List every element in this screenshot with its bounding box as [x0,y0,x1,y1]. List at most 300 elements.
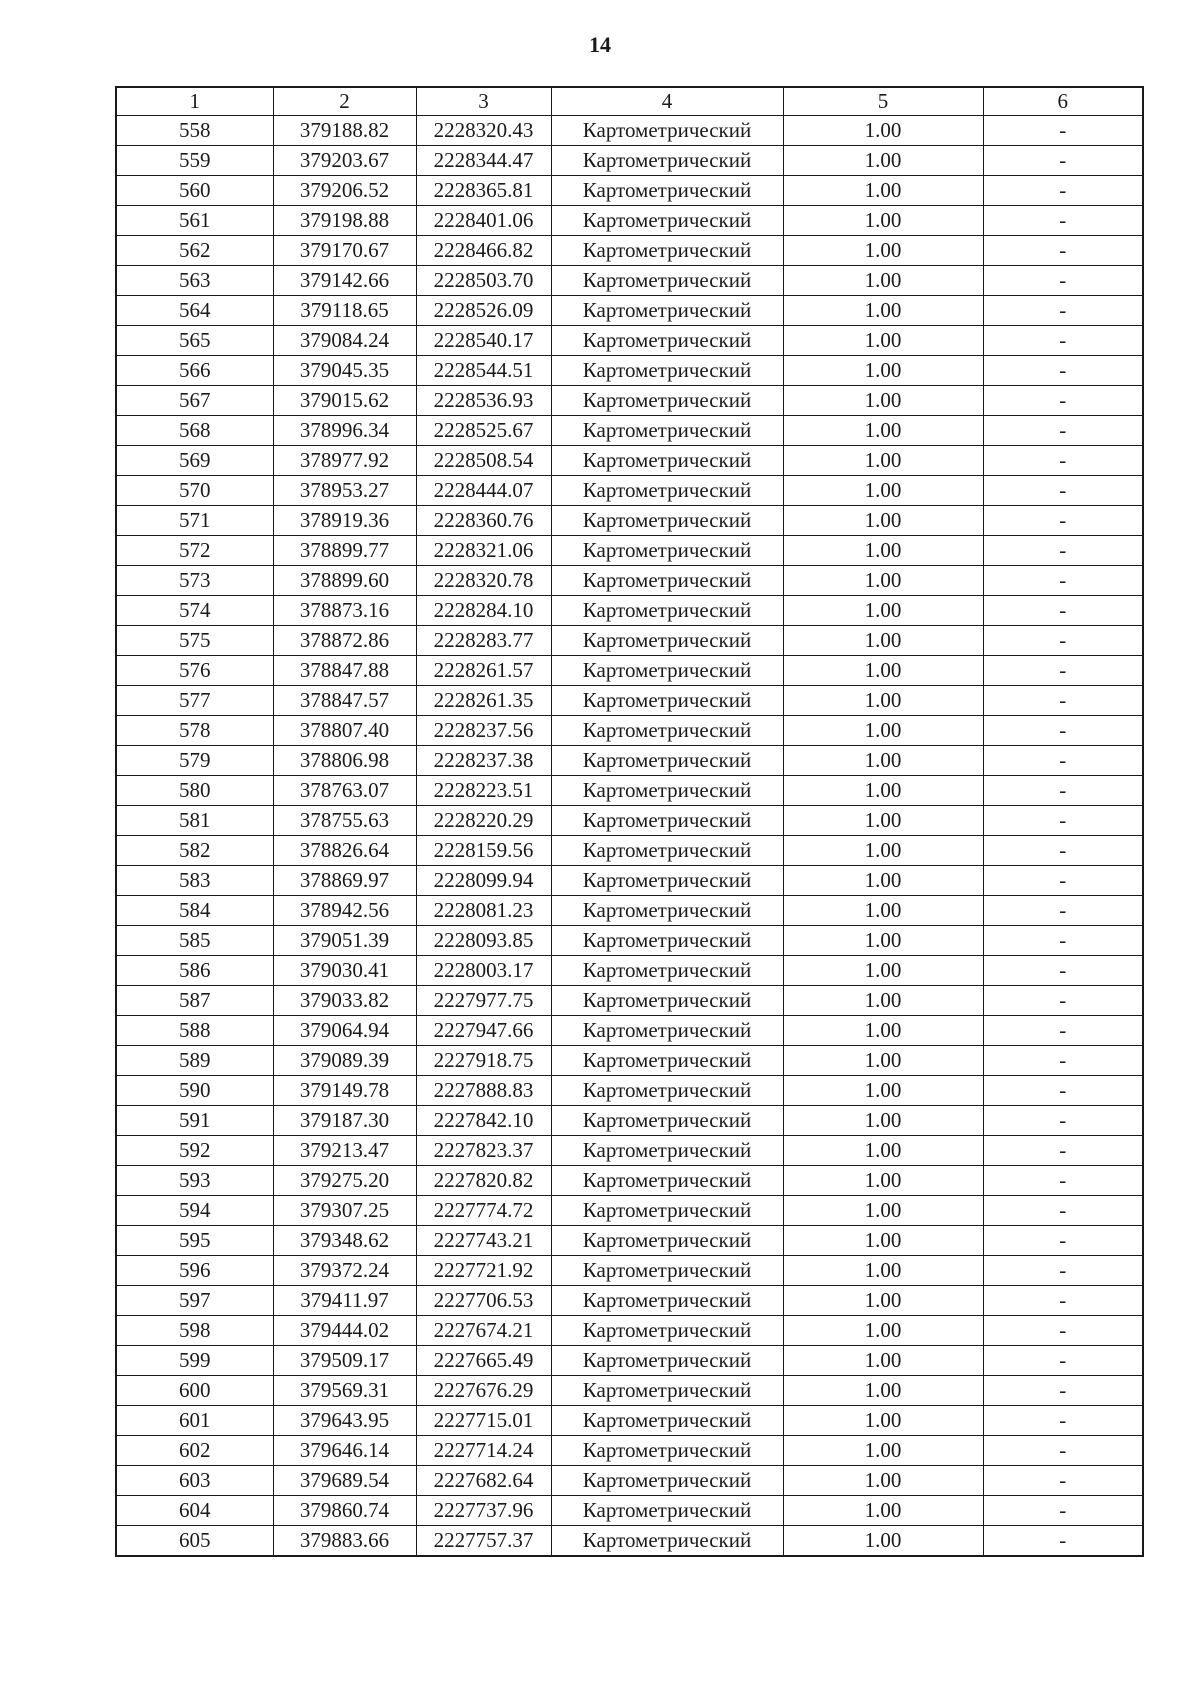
column-header-6: 6 [983,87,1143,116]
table-cell-col-2: 379643.95 [273,1406,416,1436]
table-cell-col-6: - [983,1466,1143,1496]
table-cell-col-6: - [983,626,1143,656]
table-row [116,1256,1143,1286]
table-row [116,716,1143,746]
table-cell-col-6: - [983,386,1143,416]
table-cell-col-5: 1.00 [783,1436,983,1466]
table-row [116,1436,1143,1466]
table-cell-col-4: Картометрический [551,1526,783,1557]
table-cell-col-5: 1.00 [783,1376,983,1406]
table-cell-col-3: 2228237.56 [416,716,551,746]
table-cell-col-5: 1.00 [783,596,983,626]
table-cell-col-2: 379372.24 [273,1256,416,1286]
table-cell-col-2: 379509.17 [273,1346,416,1376]
table-cell-col-4: Картометрический [551,1166,783,1196]
table-cell-col-4: Картометрический [551,1076,783,1106]
table-row [116,1136,1143,1166]
table-cell-col-5: 1.00 [783,116,983,146]
table-cell-col-3: 2228344.47 [416,146,551,176]
table-cell-col-6: - [983,566,1143,596]
table-cell-col-5: 1.00 [783,566,983,596]
table-cell-col-3: 2228508.54 [416,446,551,476]
table-cell-col-3: 2228093.85 [416,926,551,956]
table-cell-col-6: - [983,716,1143,746]
table-cell-col-2: 379064.94 [273,1016,416,1046]
table-cell-col-2: 379203.67 [273,146,416,176]
table-cell-col-3: 2228526.09 [416,296,551,326]
table-cell-col-5: 1.00 [783,836,983,866]
table-row [116,896,1143,926]
table-cell-col-4: Картометрический [551,806,783,836]
table-cell-col-4: Картометрический [551,776,783,806]
table-cell-col-2: 379149.78 [273,1076,416,1106]
table-cell-col-6: - [983,446,1143,476]
table-cell-col-4: Картометрический [551,1286,783,1316]
table-row [116,1166,1143,1196]
table-row [116,476,1143,506]
table-cell-col-5: 1.00 [783,236,983,266]
table-row [116,236,1143,266]
column-header-1: 1 [116,87,273,116]
table-cell-col-5: 1.00 [783,296,983,326]
table-cell-col-6: - [983,1076,1143,1106]
table-cell-col-1: 574 [116,596,273,626]
table-cell-col-1: 563 [116,266,273,296]
table-cell-col-1: 577 [116,686,273,716]
table-cell-col-2: 378869.97 [273,866,416,896]
table-cell-col-6: - [983,1316,1143,1346]
table-cell-col-2: 379051.39 [273,926,416,956]
table-cell-col-1: 585 [116,926,273,956]
table-cell-col-4: Картометрический [551,1316,783,1346]
table-cell-col-1: 604 [116,1496,273,1526]
table-cell-col-1: 567 [116,386,273,416]
table-cell-col-5: 1.00 [783,1166,983,1196]
table-row [116,1046,1143,1076]
table-cell-col-3: 2227674.21 [416,1316,551,1346]
table-cell-col-5: 1.00 [783,626,983,656]
table-cell-col-6: - [983,896,1143,926]
table-cell-col-3: 2228503.70 [416,266,551,296]
table-cell-col-4: Картометрический [551,416,783,446]
table-row [116,1466,1143,1496]
table-cell-col-5: 1.00 [783,866,983,896]
table-cell-col-5: 1.00 [783,956,983,986]
table-cell-col-5: 1.00 [783,1226,983,1256]
table-cell-col-4: Картометрический [551,116,783,146]
table-cell-col-1: 572 [116,536,273,566]
table-cell-col-1: 560 [116,176,273,206]
table-cell-col-2: 379411.97 [273,1286,416,1316]
table-cell-col-4: Картометрический [551,296,783,326]
table-cell-col-5: 1.00 [783,716,983,746]
table-cell-col-1: 588 [116,1016,273,1046]
table-row [116,116,1143,146]
column-header-5: 5 [783,87,983,116]
table-cell-col-6: - [983,866,1143,896]
table-cell-col-2: 378899.77 [273,536,416,566]
table-cell-col-1: 600 [116,1376,273,1406]
table-cell-col-2: 379033.82 [273,986,416,1016]
table-cell-col-1: 603 [116,1466,273,1496]
table-cell-col-6: - [983,656,1143,686]
table-row [116,566,1143,596]
table-cell-col-2: 379089.39 [273,1046,416,1076]
table-cell-col-2: 379689.54 [273,1466,416,1496]
table-cell-col-2: 379142.66 [273,266,416,296]
table-cell-col-3: 2227977.75 [416,986,551,1016]
table-cell-col-5: 1.00 [783,896,983,926]
table-cell-col-3: 2228466.82 [416,236,551,266]
table-cell-col-4: Картометрический [551,716,783,746]
table-cell-col-6: - [983,1406,1143,1436]
table-cell-col-1: 583 [116,866,273,896]
table-cell-col-4: Картометрический [551,386,783,416]
table-row [116,176,1143,206]
table-cell-col-1: 571 [116,506,273,536]
table-row [116,296,1143,326]
table-cell-col-2: 378919.36 [273,506,416,536]
table-cell-col-4: Картометрический [551,1466,783,1496]
table-cell-col-6: - [983,416,1143,446]
table-cell-col-3: 2228544.51 [416,356,551,386]
table-cell-col-2: 378755.63 [273,806,416,836]
table-cell-col-6: - [983,1196,1143,1226]
table-cell-col-3: 2228099.94 [416,866,551,896]
table-cell-col-3: 2228003.17 [416,956,551,986]
table-cell-col-6: - [983,206,1143,236]
table-cell-col-1: 562 [116,236,273,266]
table-cell-col-6: - [983,1436,1143,1466]
table-cell-col-4: Картометрический [551,446,783,476]
table-cell-col-6: - [983,1526,1143,1557]
table-cell-col-3: 2228081.23 [416,896,551,926]
table-cell-col-5: 1.00 [783,266,983,296]
table-row [116,866,1143,896]
table-cell-col-1: 596 [116,1256,273,1286]
table-cell-col-6: - [983,1496,1143,1526]
table-row [116,1016,1143,1046]
table-cell-col-1: 587 [116,986,273,1016]
table-row [116,986,1143,1016]
table-cell-col-3: 2228261.35 [416,686,551,716]
table-row [116,956,1143,986]
table-cell-col-6: - [983,1106,1143,1136]
table-cell-col-2: 379275.20 [273,1166,416,1196]
table-cell-col-2: 379307.25 [273,1196,416,1226]
table-cell-col-2: 379213.47 [273,1136,416,1166]
table-cell-col-3: 2227676.29 [416,1376,551,1406]
table-cell-col-3: 2228220.29 [416,806,551,836]
table-cell-col-5: 1.00 [783,146,983,176]
table-row [116,806,1143,836]
table-cell-col-4: Картометрический [551,596,783,626]
table-cell-col-4: Картометрический [551,1226,783,1256]
table-row [116,266,1143,296]
table-cell-col-3: 2227715.01 [416,1406,551,1436]
table-cell-col-5: 1.00 [783,656,983,686]
column-header-3: 3 [416,87,551,116]
table-cell-col-5: 1.00 [783,416,983,446]
table-cell-col-4: Картометрический [551,1376,783,1406]
table-cell-col-6: - [983,506,1143,536]
table-cell-col-1: 605 [116,1526,273,1557]
table-cell-col-6: - [983,686,1143,716]
table-cell-col-5: 1.00 [783,176,983,206]
table-cell-col-3: 2228360.76 [416,506,551,536]
table-cell-col-4: Картометрический [551,1106,783,1136]
table-cell-col-4: Картометрический [551,146,783,176]
table-cell-col-3: 2227842.10 [416,1106,551,1136]
table-cell-col-4: Картометрический [551,206,783,236]
table-cell-col-1: 566 [116,356,273,386]
table-row [116,326,1143,356]
table-cell-col-4: Картометрический [551,326,783,356]
table-cell-col-5: 1.00 [783,476,983,506]
table-cell-col-6: - [983,1046,1143,1076]
table-cell-col-1: 565 [116,326,273,356]
table-cell-col-5: 1.00 [783,1286,983,1316]
table-cell-col-1: 592 [116,1136,273,1166]
table-cell-col-2: 379187.30 [273,1106,416,1136]
table-cell-col-6: - [983,1166,1143,1196]
table-cell-col-4: Картометрический [551,566,783,596]
table-cell-col-1: 573 [116,566,273,596]
table-cell-col-2: 379206.52 [273,176,416,206]
table-cell-col-2: 379045.35 [273,356,416,386]
table-cell-col-3: 2227757.37 [416,1526,551,1557]
table-cell-col-3: 2227743.21 [416,1226,551,1256]
table-cell-col-2: 379444.02 [273,1316,416,1346]
table-cell-col-5: 1.00 [783,806,983,836]
table-cell-col-1: 575 [116,626,273,656]
table-cell-col-4: Картометрический [551,1046,783,1076]
table-cell-col-6: - [983,536,1143,566]
table-cell-col-1: 593 [116,1166,273,1196]
table-cell-col-6: - [983,806,1143,836]
table-cell-col-2: 378763.07 [273,776,416,806]
table-cell-col-1: 584 [116,896,273,926]
table-cell-col-4: Картометрический [551,896,783,926]
table-row [116,1316,1143,1346]
table-row [116,1076,1143,1106]
table-cell-col-4: Картометрический [551,1406,783,1436]
table-cell-col-5: 1.00 [783,686,983,716]
table-cell-col-2: 379084.24 [273,326,416,356]
table-cell-col-1: 579 [116,746,273,776]
table-cell-col-5: 1.00 [783,386,983,416]
table-row [116,446,1143,476]
table-cell-col-6: - [983,1286,1143,1316]
table-cell-col-3: 2227665.49 [416,1346,551,1376]
table-cell-col-2: 378847.88 [273,656,416,686]
table-cell-col-5: 1.00 [783,1046,983,1076]
table-cell-col-6: - [983,1136,1143,1166]
table-cell-col-2: 378953.27 [273,476,416,506]
table-cell-col-6: - [983,146,1143,176]
table-row [116,1526,1143,1557]
table-cell-col-5: 1.00 [783,1076,983,1106]
table-cell-col-4: Картометрический [551,656,783,686]
table-cell-col-6: - [983,1346,1143,1376]
table-cell-col-3: 2227682.64 [416,1466,551,1496]
table-cell-col-3: 2228525.67 [416,416,551,446]
table-cell-col-4: Картометрический [551,746,783,776]
table-cell-col-3: 2228284.10 [416,596,551,626]
table-cell-col-6: - [983,176,1143,206]
table-cell-col-1: 598 [116,1316,273,1346]
table-cell-col-5: 1.00 [783,776,983,806]
table-cell-col-1: 601 [116,1406,273,1436]
table-cell-col-2: 379860.74 [273,1496,416,1526]
table-cell-col-5: 1.00 [783,506,983,536]
column-header-2: 2 [273,87,416,116]
table-cell-col-1: 558 [116,116,273,146]
table-cell-col-2: 379015.62 [273,386,416,416]
table-cell-col-4: Картометрический [551,1256,783,1286]
table-cell-col-6: - [983,326,1143,356]
table-cell-col-1: 599 [116,1346,273,1376]
table-cell-col-4: Картометрический [551,1346,783,1376]
table-row [116,1376,1143,1406]
table-cell-col-2: 379569.31 [273,1376,416,1406]
table-cell-col-4: Картометрический [551,266,783,296]
table-cell-col-2: 378872.86 [273,626,416,656]
table-cell-col-2: 379170.67 [273,236,416,266]
table-cell-col-1: 559 [116,146,273,176]
table-cell-col-4: Картометрический [551,176,783,206]
table-cell-col-2: 379030.41 [273,956,416,986]
table-cell-col-6: - [983,266,1143,296]
table-cell-col-2: 378847.57 [273,686,416,716]
coordinates-table [115,86,1144,1557]
table-row [116,506,1143,536]
table-cell-col-2: 378899.60 [273,566,416,596]
table-cell-col-4: Картометрический [551,926,783,956]
table-row [116,1286,1143,1316]
table-cell-col-3: 2228283.77 [416,626,551,656]
table-cell-col-3: 2228536.93 [416,386,551,416]
table-cell-col-5: 1.00 [783,536,983,566]
table-cell-col-4: Картометрический [551,476,783,506]
table-cell-col-3: 2227774.72 [416,1196,551,1226]
table-cell-col-4: Картометрический [551,836,783,866]
table-cell-col-4: Картометрический [551,506,783,536]
table-row [116,1406,1143,1436]
table-cell-col-5: 1.00 [783,926,983,956]
table-cell-col-3: 2228444.07 [416,476,551,506]
table-cell-col-5: 1.00 [783,1466,983,1496]
table-cell-col-3: 2227721.92 [416,1256,551,1286]
table-row [116,1106,1143,1136]
table-cell-col-6: - [983,356,1143,386]
table-cell-col-5: 1.00 [783,206,983,236]
table-cell-col-1: 561 [116,206,273,236]
table-cell-col-2: 379198.88 [273,206,416,236]
table-row [116,626,1143,656]
table-cell-col-1: 602 [116,1436,273,1466]
table-cell-col-6: - [983,746,1143,776]
table-row [116,1496,1143,1526]
table-cell-col-3: 2227737.96 [416,1496,551,1526]
table-cell-col-4: Картометрический [551,1196,783,1226]
table-cell-col-2: 378996.34 [273,416,416,446]
table-row [116,1226,1143,1256]
table-cell-col-5: 1.00 [783,1406,983,1436]
table-cell-col-1: 594 [116,1196,273,1226]
table-cell-col-5: 1.00 [783,986,983,1016]
table-cell-col-4: Картометрический [551,626,783,656]
table-cell-col-2: 378807.40 [273,716,416,746]
table-row [116,776,1143,806]
table-cell-col-3: 2228320.78 [416,566,551,596]
table-row [116,536,1143,566]
table-row [116,746,1143,776]
table-cell-col-1: 597 [116,1286,273,1316]
table-cell-col-6: - [983,236,1143,266]
table-cell-col-6: - [983,1376,1143,1406]
table-cell-col-5: 1.00 [783,1016,983,1046]
table-row [116,386,1143,416]
table-cell-col-6: - [983,116,1143,146]
table-row [116,1346,1143,1376]
table-row [116,206,1143,236]
table-cell-col-6: - [983,986,1143,1016]
table-cell-col-3: 2228540.17 [416,326,551,356]
table-cell-col-2: 378826.64 [273,836,416,866]
table-cell-col-6: - [983,296,1143,326]
table-row [116,686,1143,716]
table-cell-col-3: 2228223.51 [416,776,551,806]
table-row [116,836,1143,866]
table-cell-col-4: Картометрический [551,866,783,896]
table-cell-col-5: 1.00 [783,446,983,476]
table-cell-col-1: 581 [116,806,273,836]
header-row [116,87,1143,116]
table-cell-col-2: 378873.16 [273,596,416,626]
table-cell-col-4: Картометрический [551,1136,783,1166]
table-cell-col-2: 379188.82 [273,116,416,146]
coordinates-table-container [115,86,1142,1557]
table-cell-col-4: Картометрический [551,1496,783,1526]
table-cell-col-6: - [983,1256,1143,1286]
table-cell-col-3: 2227823.37 [416,1136,551,1166]
column-header-4: 4 [551,87,783,116]
table-cell-col-4: Картометрический [551,236,783,266]
table-cell-col-5: 1.00 [783,1316,983,1346]
table-cell-col-5: 1.00 [783,1346,983,1376]
table-cell-col-3: 2228401.06 [416,206,551,236]
table-cell-col-4: Картометрический [551,956,783,986]
table-cell-col-6: - [983,596,1143,626]
table-cell-col-2: 379118.65 [273,296,416,326]
table-cell-col-4: Картометрический [551,686,783,716]
table-row [116,656,1143,686]
table-cell-col-1: 580 [116,776,273,806]
table-cell-col-6: - [983,776,1143,806]
table-cell-col-5: 1.00 [783,1526,983,1557]
table-cell-col-5: 1.00 [783,1256,983,1286]
table-cell-col-5: 1.00 [783,1136,983,1166]
table-cell-col-5: 1.00 [783,326,983,356]
table-cell-col-5: 1.00 [783,1496,983,1526]
table-cell-col-1: 582 [116,836,273,866]
table-cell-col-2: 378806.98 [273,746,416,776]
table-cell-col-3: 2227947.66 [416,1016,551,1046]
table-cell-col-5: 1.00 [783,356,983,386]
table-cell-col-1: 591 [116,1106,273,1136]
table-cell-col-1: 578 [116,716,273,746]
